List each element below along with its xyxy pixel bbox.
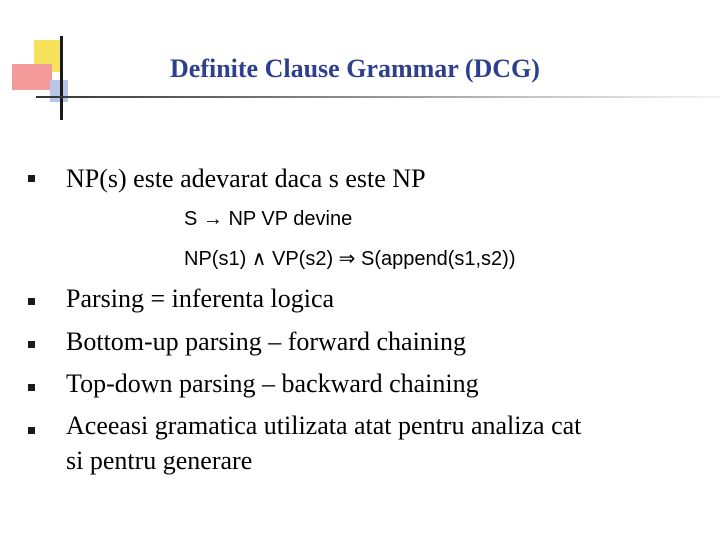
bullet-text: Top-down parsing – backward chaining bbox=[66, 369, 479, 398]
decor-vertical-line bbox=[60, 36, 63, 120]
bullet-text-line1: Aceeasi gramatica utilizata atat pentru analiza cat bbox=[66, 411, 582, 440]
sub-line: S → NP VP devine bbox=[184, 208, 353, 230]
bullet-icon bbox=[28, 427, 35, 434]
bullet-icon bbox=[28, 341, 35, 348]
decor-square-red bbox=[12, 64, 52, 90]
bullet-icon bbox=[28, 384, 35, 391]
sub-line: NP(s1) ∧ VP(s2) ⇒ S(append(s1,s2)) bbox=[184, 248, 516, 270]
decor-square-blue bbox=[50, 80, 68, 102]
bullet-icon bbox=[28, 298, 35, 305]
bullet-icon bbox=[28, 175, 35, 182]
bullet-text-line2: si pentru generare bbox=[66, 446, 253, 475]
bullet-text: Parsing = inferenta logica bbox=[66, 284, 335, 313]
bullet-text: NP(s) este adevarat daca s este NP bbox=[66, 164, 426, 193]
bullet-text: Bottom-up parsing – forward chaining bbox=[66, 327, 467, 356]
slide-title: Definite Clause Grammar (DCG) bbox=[170, 54, 540, 83]
title-underline bbox=[36, 96, 720, 98]
